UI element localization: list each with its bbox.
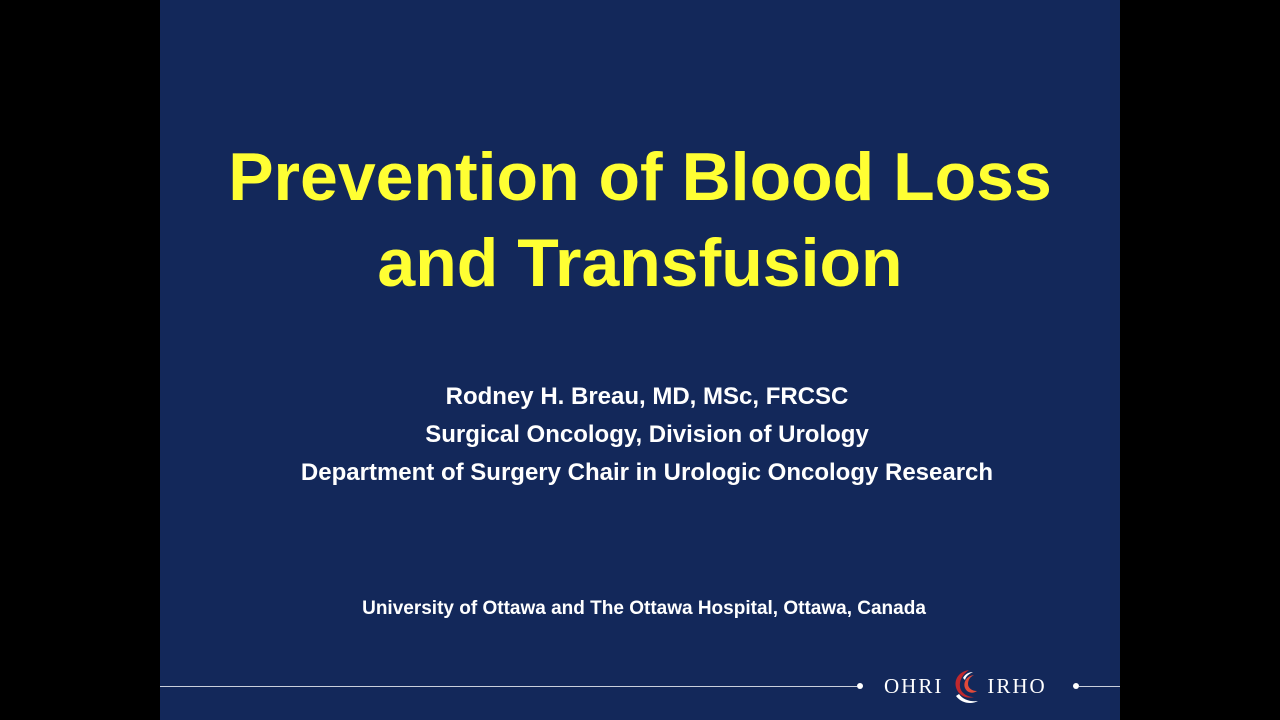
slide-title	[160, 134, 1120, 306]
logo-text-right: IRHO	[987, 673, 1047, 698]
author-block	[160, 378, 1120, 492]
presentation-slide	[160, 0, 1120, 720]
logo-text-left: OHRI	[884, 673, 944, 698]
institution-line: University of Ottawa and The Ottawa Hospital, Ottawa, Canada	[362, 598, 926, 619]
title-line-1: Prevention of Blood Loss	[228, 139, 1052, 215]
footer-dot-left	[857, 683, 863, 689]
author-division: Surgical Oncology, Division of Urology	[425, 421, 869, 448]
footer-divider-left	[160, 686, 857, 687]
author-chair: Department of Surgery Chair in Urologic Oncology Research	[300, 459, 994, 486]
author-name: Rodney H. Breau, MD, MSc, FRCSC	[445, 383, 849, 410]
ohri-logo	[884, 666, 1047, 706]
ohri-emblem-icon	[947, 666, 985, 706]
footer-divider-right	[1079, 686, 1120, 687]
title-line-2: and Transfusion	[377, 225, 903, 301]
